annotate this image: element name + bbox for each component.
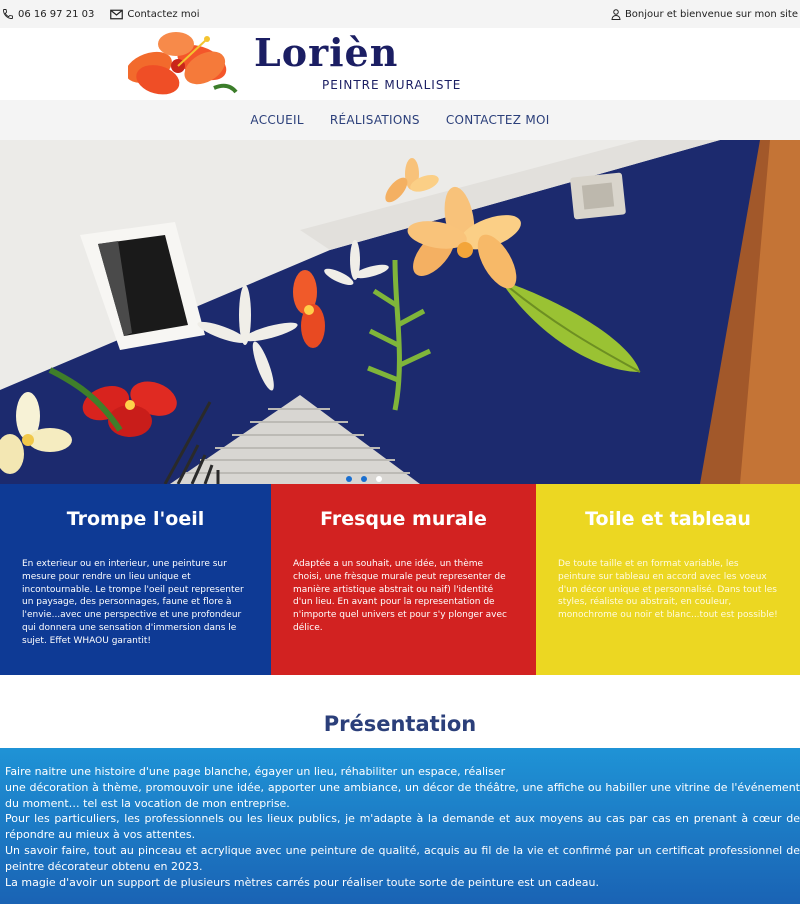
mail-icon [110, 9, 123, 20]
presentation-title: Présentation [323, 712, 477, 736]
user-icon [611, 9, 621, 20]
slider-dot-3[interactable] [376, 476, 382, 482]
presentation-box [0, 748, 800, 904]
logo-flower-icon[interactable] [128, 28, 238, 100]
hero-mural-image [0, 140, 800, 484]
brand-tagline: PEINTRE MURALISTE [322, 78, 462, 92]
main-nav [0, 100, 800, 140]
card-text: Adaptée a un souhait, une idée, un thème choisi, une frèsque murale peut representer de manière artistique abstrait ou naif) l'identité d'un lieu. En avant pour la representation de n'importe quel univers et pour s'y plonger avec délice. [293, 559, 507, 633]
top-bar [0, 0, 800, 28]
welcome-text: Bonjour et bienvenue sur mon site [624, 8, 798, 20]
slider-dot-1[interactable] [346, 476, 352, 482]
site-header [0, 28, 800, 100]
card-text: De toute taille et en format variable, les peinture sur tableau en accord avec les voeux d'un décor unique et personnalisé. Dans tout les styles, réaliste ou abstrait, en couleur, monochrome ou noir et blanc...tout est possible! [558, 559, 778, 621]
phone-icon [2, 8, 14, 20]
card-title: Toile et tableau [585, 508, 751, 530]
nav-item-realisations[interactable]: RÉALISATIONS [329, 113, 420, 127]
card-title: Fresque murale [320, 508, 487, 530]
nav-item-contact[interactable]: CONTACTEZ MOI [445, 113, 550, 127]
card-text: En exterieur ou en interieur, une peinture sur mesure pour rendre un lieu unique et incontournable. Le trompe l'oeil peut representer un paysage, des personnages, faune et flore à l'envie...avec une perspective et une profondeur qui donnera une sensation d'immersion dans le sujet. Effet WHAOU garantit! [22, 559, 244, 646]
card-title: Trompe l'oeil [66, 508, 205, 530]
card-fresque-murale[interactable] [271, 484, 536, 675]
nav-item-accueil[interactable]: ACCUEIL [250, 113, 304, 127]
presentation-text: Faire naitre une histoire d'une page blanche, égayer un lieu, réhabiliter un espace, réaliser une décoration à thème, promouvoir une idée, apporter une ambiance, un décor de théâtre, une affiche ou habiller une vitrine de l'événement du moment… tel est la vocation de mon entreprise. Pour les particuliers, les professionnels ou les lieux publics, je m'adapte à la demande et aux moyens au cas par cas en prenant à cœur de répondre au mieux à vos attentes. Un savoir faire, tout au pinceau et acrylique avec une peinture de qualité, acquis au fil de la vie et confirmé par un certificat professionnel de peintre décorateur obtenu en 2023. La magie d'avoir un support de plusieurs mètres carrés pour réaliser toute sorte de peinture est un cadeau. [5, 765, 800, 889]
hero-slider[interactable] [0, 140, 800, 484]
welcome-message [611, 0, 798, 28]
brand-name[interactable]: Lorièn [254, 30, 399, 75]
contact-link[interactable] [110, 9, 199, 20]
contact-label: Contactez moi [127, 8, 200, 20]
service-cards [0, 484, 800, 675]
card-toile-tableau[interactable] [536, 484, 800, 675]
slider-dot-2[interactable] [361, 476, 367, 482]
phone-link[interactable] [2, 8, 94, 20]
card-trompe-loeil[interactable] [0, 484, 271, 675]
slider-dots [346, 476, 382, 482]
phone-number: 06 16 97 21 03 [18, 8, 95, 20]
